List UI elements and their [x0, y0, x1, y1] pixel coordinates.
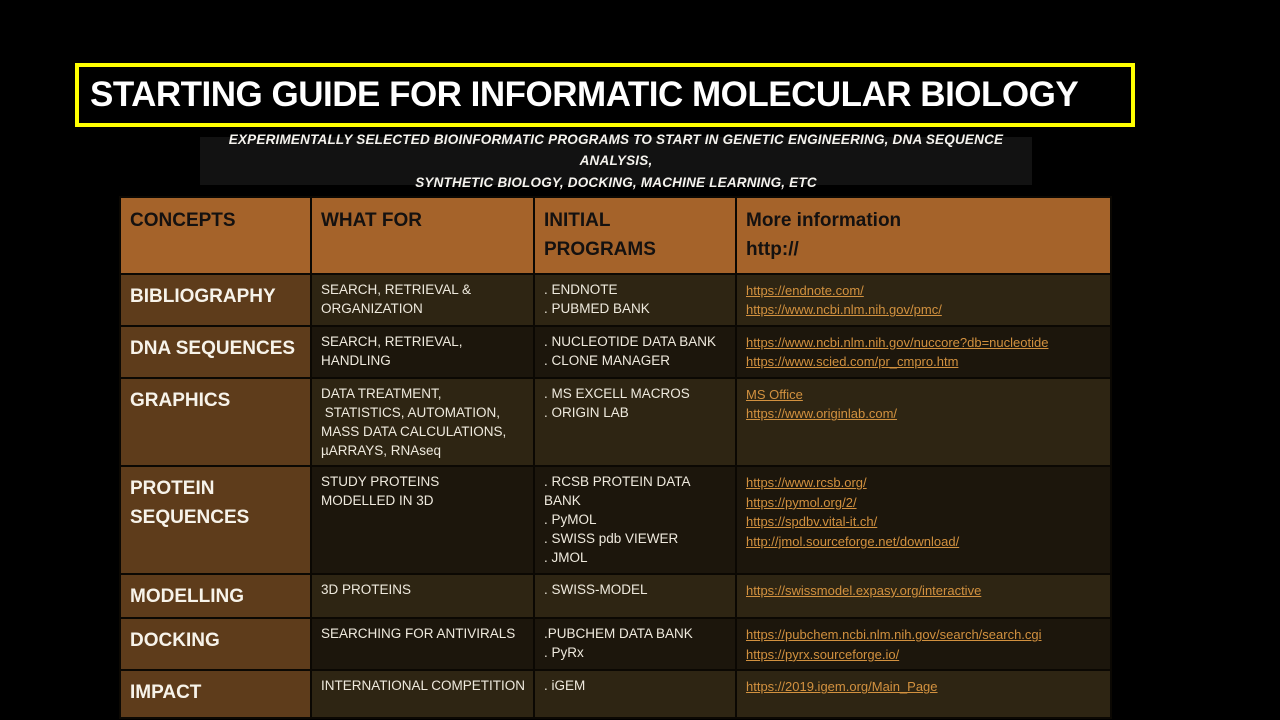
concept-label: DOCKING — [130, 630, 220, 652]
table-row — [120, 670, 1111, 718]
link[interactable]: MS Office — [746, 386, 803, 402]
program-item: . SWISS-MODEL — [544, 581, 648, 597]
programs-cell — [534, 378, 736, 467]
links-cell — [736, 274, 1111, 326]
what-for-line: SEARCH, RETRIEVAL, — [321, 333, 463, 349]
column-header-line: PROGRAMS — [544, 239, 656, 261]
column-header-line: More information — [746, 210, 902, 231]
concept-label: IMPACT — [130, 682, 202, 704]
programs-cell — [534, 670, 736, 718]
what-for-line: STATISTICS, AUTOMATION, — [321, 404, 501, 420]
concept-cell — [120, 466, 311, 573]
links-cell — [736, 466, 1111, 573]
program-item: . JMOL — [544, 550, 588, 565]
program-item: . PyRx — [544, 645, 584, 661]
table-body — [120, 274, 1111, 719]
concept-cell — [120, 326, 311, 378]
programs-cell — [534, 574, 736, 619]
what-for-line: µARRAYS, RNAseq — [321, 442, 442, 458]
program-item: . ORIGIN LAB — [544, 404, 629, 420]
what-for-cell — [311, 574, 534, 619]
column-header-line: CONCEPTS — [130, 210, 236, 231]
concept-cell — [120, 618, 311, 670]
what-for-line: SEARCHING FOR ANTIVIRALS — [321, 626, 516, 642]
what-for-line: SEARCH, RETRIEVAL & — [321, 281, 472, 297]
what-for-line: DATA TREATMENT, — [321, 385, 442, 401]
subtitle-box — [200, 131, 1032, 190]
column-header-line: WHAT FOR — [321, 210, 422, 231]
programs-cell — [534, 466, 736, 573]
link[interactable]: https://pubchem.ncbi.nlm.nih.gov/search/search.cgi — [746, 627, 1042, 643]
programs-table — [119, 196, 1112, 719]
column-header-line: INITIAL — [544, 210, 611, 231]
concept-label: SEQUENCES — [130, 506, 250, 528]
what-for-line: INTERNATIONAL COMPETITION — [321, 678, 526, 694]
program-item: . PyMOL — [544, 512, 597, 528]
column-header-line: http:// — [746, 239, 799, 261]
program-item: . ENDNOTE — [544, 281, 618, 297]
concept-cell — [120, 574, 311, 619]
table-row — [120, 326, 1111, 378]
programs-cell — [534, 326, 736, 378]
slide-title: STARTING GUIDE FOR INFORMATIC MOLECULAR BIOLOGY — [90, 75, 1079, 114]
links-cell — [736, 670, 1111, 718]
title-box — [75, 63, 1135, 127]
link[interactable]: http://jmol.sourceforge.net/download/ — [746, 533, 960, 549]
link[interactable]: https://pymol.org/2/ — [746, 494, 857, 510]
program-item: .PUBCHEM DATA BANK — [544, 626, 693, 642]
link[interactable]: https://www.ncbi.nlm.nih.gov/pmc/ — [746, 302, 942, 318]
concept-cell — [120, 670, 311, 718]
concept-label: PROTEIN — [130, 478, 215, 500]
table-row — [120, 378, 1111, 467]
what-for-line: 3D PROTEINS — [321, 581, 412, 597]
table-row — [120, 574, 1111, 619]
what-for-cell — [311, 326, 534, 378]
what-for-cell — [311, 670, 534, 718]
link[interactable]: https://endnote.com/ — [746, 282, 864, 298]
what-for-line: HANDLING — [321, 352, 391, 368]
concept-cell — [120, 378, 311, 467]
program-item: . iGEM — [544, 678, 586, 694]
what-for-cell — [311, 618, 534, 670]
link[interactable]: https://swissmodel.expasy.org/interactive — [746, 582, 982, 598]
links-cell — [736, 326, 1111, 378]
programs-cell — [534, 618, 736, 670]
what-for-line: MASS DATA CALCULATIONS, — [321, 423, 507, 439]
link[interactable]: https://www.scied.com/pr_cmpro.htm — [746, 354, 959, 370]
table-row — [120, 466, 1111, 573]
link[interactable]: https://www.rcsb.org/ — [746, 475, 867, 491]
concept-label: MODELLING — [130, 585, 244, 607]
links-cell — [736, 378, 1111, 467]
column-header — [311, 197, 534, 274]
program-item: . CLONE MANAGER — [544, 352, 671, 368]
what-for-line: MODELLED IN 3D — [321, 493, 434, 509]
what-for-line: ORGANIZATION — [321, 300, 423, 316]
subtitle-line: EXPERIMENTALLY SELECTED BIOINFORMATIC PROGRAMS TO START IN GENETIC ENGINEERING, DNA SEQUENCE ANALYSIS, — [228, 131, 1004, 169]
table-row — [120, 618, 1111, 670]
concept-label: DNA SEQUENCES — [130, 337, 296, 359]
table-header-row — [120, 197, 1111, 274]
program-item: . SWISS pdb VIEWER — [544, 531, 679, 547]
concept-label: BIBLIOGRAPHY — [130, 285, 276, 307]
table-head — [120, 197, 1111, 274]
concept-cell — [120, 274, 311, 326]
program-item: . MS EXCELL MACROS — [544, 385, 690, 401]
program-item: . RCSB PROTEIN DATA BANK — [544, 474, 690, 509]
program-item: . PUBMED BANK — [544, 300, 650, 316]
link[interactable]: https://pyrx.sourceforge.io/ — [746, 646, 900, 662]
subtitle-line: SYNTHETIC BIOLOGY, DOCKING, MACHINE LEARNING, ETC — [415, 174, 817, 190]
what-for-line: STUDY PROTEINS — [321, 474, 440, 490]
table-row — [120, 274, 1111, 326]
what-for-cell — [311, 378, 534, 467]
link[interactable]: https://www.originlab.com/ — [746, 406, 898, 422]
concept-label: GRAPHICS — [130, 389, 231, 411]
link[interactable]: https://spdbv.vital-it.ch/ — [746, 514, 878, 530]
link[interactable]: https://www.ncbi.nlm.nih.gov/nuccore?db=nucleotide — [746, 334, 1049, 350]
what-for-cell — [311, 466, 534, 573]
links-cell — [736, 618, 1111, 670]
programs-cell — [534, 274, 736, 326]
what-for-cell — [311, 274, 534, 326]
program-item: . NUCLEOTIDE DATA BANK — [544, 333, 717, 349]
links-cell — [736, 574, 1111, 619]
column-header — [736, 197, 1111, 274]
link[interactable]: https://2019.igem.org/Main_Page — [746, 679, 938, 695]
column-header — [120, 197, 311, 274]
column-header — [534, 197, 736, 274]
